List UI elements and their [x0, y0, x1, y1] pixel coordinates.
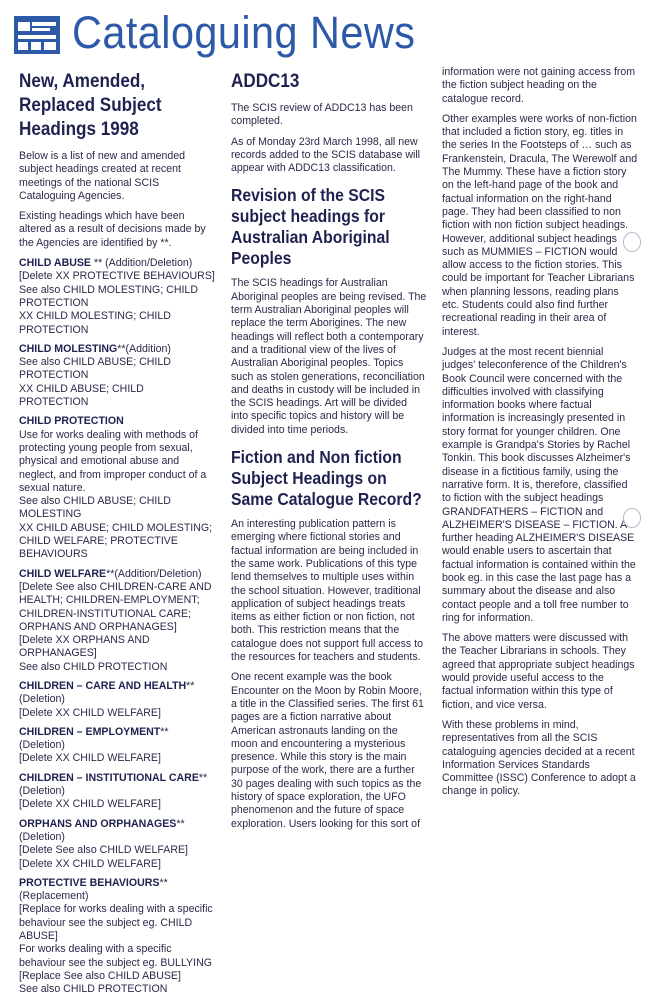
- subject-heading-list: [19, 257, 215, 996]
- entry-line: For works dealing with a specific behaviour see the subject eg. BULLYING: [19, 943, 212, 969]
- body-paragraph: information were not gaining access from the fiction subject heading on the catalogue record.: [442, 66, 636, 105]
- entry-note: ** (Deletion): [19, 725, 169, 752]
- body-paragraph: With these problems in mind, representatives from all the SCIS cataloguing agencies decided at a recent Information Services Standards Committee (ISSC) Conference to adopt a change in policy.: [442, 718, 636, 798]
- section-heading-subject-headings: New, Amended, Replaced Subject Headings 1998: [19, 71, 162, 140]
- scis-logo-icon: [14, 16, 60, 54]
- subject-heading-entry: [19, 772, 215, 812]
- entry-line: [Replace for works dealing with a specific behaviour see the subject eg. CHILD ABUSE]: [19, 903, 213, 943]
- entry-line: [Delete See also CHILDREN-CARE AND HEALTH; CHILDREN-EMPLOYMENT; CHILDREN-INSTITUTIONAL CARE; ORPHANS AND ORPHANAGES]: [19, 580, 212, 633]
- entry-line: Use for works dealing with methods of protecting young people from sexual, physical and emotional abuse and neglect, and from improper conduct of a sexual nature.: [19, 428, 207, 494]
- body-paragraph: Other examples were works of non-fiction that included a fiction story, eg. titles in the series In the Footsteps of … such as Frankenstein, Dracula, The Werewolf and The Mummy. These have a fiction story on the left-hand page of the book and factual information on the right-hand page. They had been classified to non fiction with non fiction subject headings. However, additional subject headings such as MUMMIES – FICTION would allow access to the fiction stories. This could be important for Teacher Librarians when planning lessons, reading plans etc. Students could also find further recreational reading in their area of interest.: [442, 112, 638, 338]
- entry-note: **(Deletion): [19, 817, 185, 843]
- entry-heading: CHILDREN – INSTITUTIONAL CARE: [19, 771, 199, 784]
- body-paragraph: An interesting publication pattern is emerging where fictional stories and factual information are being included in the same work. Publications of this type lend themselves to multiple uses within the school situation. However, traditional application of subject headings treats items as either fiction or non fiction, not both. This restriction means that the catalogue does not support full access to the resources for teachers and students.: [231, 518, 423, 664]
- entry-heading: ORPHANS AND ORPHANAGES: [19, 817, 177, 830]
- subject-heading-entry: [19, 877, 215, 997]
- entry-note: ** (Addition/Deletion): [91, 257, 193, 270]
- column-3: [442, 66, 638, 806]
- entry-line: [Delete XX CHILD WELFARE]: [19, 798, 161, 811]
- subject-heading-entry: [19, 680, 215, 720]
- entry-note: ** (Deletion): [19, 771, 208, 798]
- body-paragraph: The above matters were discussed with the Teacher Librarians in schools. They agreed that appropriate subject headings would provide useful access to the factual information within this type of fiction, and vice versa.: [442, 632, 635, 711]
- entry-note: **(Replacement): [19, 876, 168, 903]
- binder-hole-icon: [623, 232, 641, 252]
- entry-line: See also CHILD ABUSE; CHILD PROTECTION: [19, 356, 171, 382]
- entry-heading: CHILDREN – EMPLOYMENT: [19, 725, 161, 738]
- body-paragraph: Judges at the most recent biennial judges' teleconference of the Children's Book Council were concerned with the difficulties involved with classifying information books where factual information is increasingly presented in story format for younger children. One example is Grandpa's Stories by Rachel Tonkin. This book discusses Alzheimer's disease in a fictitious family, using the narrative form. It is, therefore, classified to fiction with the subject headings GRANDFATHERS – FICTION and ALZHEIMER'S DISEASE – FICTION. A further heading ALZHEIMER'S DISEASE would enable users to ascertain that factual information is contained within the book eg. in this case the last page has a summary about the disease and also contact people and a toll free number to ring for information.: [442, 345, 636, 624]
- entry-heading: CHILDREN – CARE AND HEALTH: [19, 679, 187, 692]
- entry-heading: CHILD WELFARE: [19, 567, 107, 580]
- entry-note: **(Deletion): [19, 679, 195, 706]
- binder-hole-icon: [623, 508, 641, 528]
- entry-line: [Delete XX CHILD WELFARE]: [19, 706, 161, 719]
- entry-note: **(Addition): [117, 342, 171, 355]
- subject-heading-entry: [19, 726, 215, 766]
- body-paragraph: The SCIS headings for Australian Aboriginal peoples are being revised. The term Australian Aboriginal peoples will replace the term Aborigines. The new headings will reflect both a contemporary and a traditional view of the lives of Australian Aboriginal peoples. Topics such as stolen generations, reconciliation and deaths in custody will be included in the SCIS headings. Art will be divided into specific topics and history will be divided into time periods.: [231, 277, 427, 436]
- entry-line: [Replace See also CHILD ABUSE]: [19, 969, 181, 982]
- intro-paragraph: Existing headings which have been altered as a result of decisions made by the Agencies are identified by **.: [19, 210, 206, 249]
- body-paragraph: As of Monday 23rd March 1998, all new records added to the SCIS database will appear with ADDC13 classification.: [231, 135, 421, 175]
- entry-note: **(Addition/Deletion): [106, 567, 202, 580]
- entry-heading: PROTECTIVE BEHAVIOURS: [19, 876, 160, 889]
- entry-line: See also CHILD PROTECTION: [19, 660, 168, 673]
- entry-line: See also CHILD PROTECTION: [19, 983, 168, 996]
- entry-line: XX CHILD MOLESTING; CHILD PROTECTION: [19, 310, 171, 336]
- section-heading-fiction: Fiction and Non fiction Subject Headings on Same Catalogue Record?: [231, 447, 422, 510]
- entry-heading: CHILD MOLESTING: [19, 342, 118, 355]
- entry-heading: CHILD ABUSE: [19, 257, 91, 270]
- masthead: [14, 7, 644, 62]
- column-2: [231, 70, 427, 838]
- subject-heading-entry: [19, 415, 215, 561]
- entry-line: [Delete See also CHILD WELFARE]: [19, 844, 188, 857]
- entry-line: See also CHILD ABUSE; CHILD MOLESTING: [19, 495, 171, 521]
- entry-line: [Delete XX PROTECTIVE BEHAVIOURS]: [19, 270, 215, 283]
- body-paragraph: The SCIS review of ADDC13 has been completed.: [231, 102, 413, 128]
- entry-line: [Delete XX CHILD WELFARE]: [19, 857, 161, 870]
- section-heading-aboriginal: Revision of the SCIS subject headings for Australian Aboriginal Peoples: [231, 185, 390, 269]
- entry-line: [Delete XX ORPHANS AND ORPHANAGES]: [19, 634, 150, 660]
- subject-heading-entry: [19, 568, 215, 674]
- masthead-title: Cataloguing News: [72, 7, 416, 58]
- intro-paragraph: Below is a list of new and amended subject headings created at recent meetings of the national SCIS Cataloguing Agencies.: [19, 150, 186, 202]
- entry-line: XX CHILD ABUSE; CHILD MOLESTING; CHILD WELFARE; PROTECTIVE BEHAVIOURS: [19, 521, 213, 561]
- body-paragraph: One recent example was the book Encounter on the Moon by Robin Moore, a title in the Classified series. The first 61 pages are a fiction narrative about American astronauts landing on the moon and encountering a mysterious presence. While this story is the main purpose of the work, there are a further 30 pages dealing with such topics as the history of space exploration, the UFO phenomenon and the future of space exploration. Users looking for this sort of: [231, 671, 424, 830]
- entry-heading: CHILD PROTECTION: [19, 415, 124, 428]
- subject-heading-entry: [19, 257, 215, 337]
- entry-line: XX CHILD ABUSE; CHILD PROTECTION: [19, 382, 144, 409]
- entry-line: [Delete XX CHILD WELFARE]: [19, 752, 161, 765]
- subject-heading-entry: [19, 343, 215, 409]
- section-heading-addc13: ADDC13: [231, 71, 300, 92]
- entry-line: See also CHILD MOLESTING; CHILD PROTECTION: [19, 283, 198, 309]
